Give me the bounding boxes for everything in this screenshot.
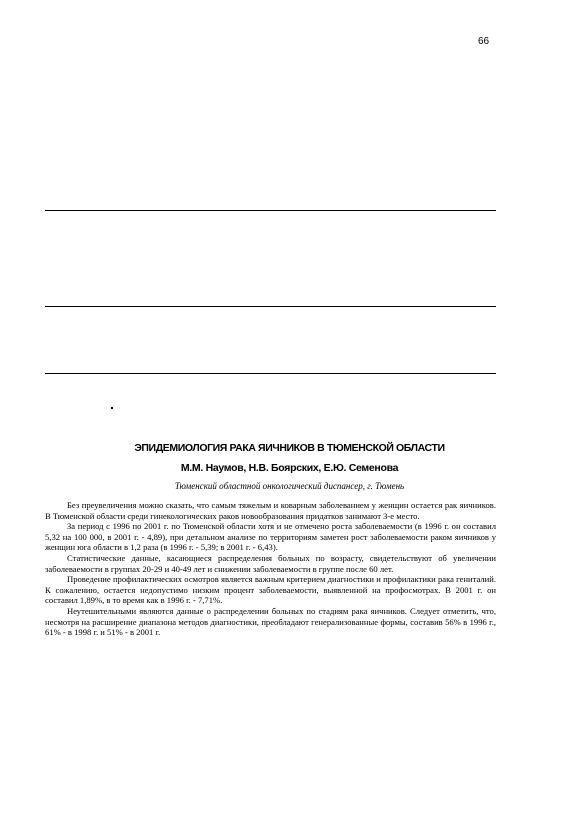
article-affiliation: Тюменский областной онкологический диспансер, г. Тюмень [174, 481, 405, 491]
body-paragraph: Без преувеличения можно сказать, что самым тяжелым и коварным заболеванием у женщин остается рак яичников. В Тюменской области среди гинекологических раков новообразования придатков занимают 3-е место. [45, 500, 496, 521]
body-paragraph: Статистические данные, касающиеся распределения больных по возрасту, свидетельствуют об увеличении заболеваемости в группах 20-29 и 40-49 лет и снижении заболеваемости в группе после 60 лет. [45, 552, 496, 574]
page-number: 66 [478, 36, 490, 47]
body-paragraph: Проведение профилактических осмотров является важным критерием диагностики и профилактики рака гениталий. К сожалению, остается недопустимо низким процент заболеваемости, выявленной на профосмотрах. В 2001 г. он составил 1,89%, в то время как в 1996 г. - 7,71%. [45, 574, 496, 606]
article-authors: М.М. Наумов, Н.В. Боярских, Е.Ю. Семенова [180, 462, 399, 474]
stray-dot [111, 407, 113, 409]
horizontal-rule [45, 210, 496, 211]
body-paragraph: Неутешительными являются данные о распределении больных по стадиям рака яичников. Следует отметить, что, несмотря на расширение диапазона методов диагностики, преобладают генерализованные формы, составив 56% в 1996 г., 61% - в 1998 г. и 51% - в 2001 г. [45, 605, 496, 638]
body-paragraph: За период с 1996 по 2001 г. по Тюменской области хотя и не отмечено роста заболеваемости (в 1996 г. он составил 5,32 на 100 000, в 2001 г. - 4,89), при детальном анализе по территориям заметен рост заболеваемости раком яичников у женщин юга области в 1,2 раза (в 1996 г. - 5,39; в 2001 г. - 6,43). [45, 521, 496, 553]
article-body [45, 500, 496, 638]
article-title: ЭПИДЕМИОЛОГИЯ РАКА ЯИЧНИКОВ В ТЮМЕНСКОЙ ОБЛАСТИ [134, 442, 445, 454]
horizontal-rule [45, 306, 496, 307]
horizontal-rule [45, 373, 496, 374]
